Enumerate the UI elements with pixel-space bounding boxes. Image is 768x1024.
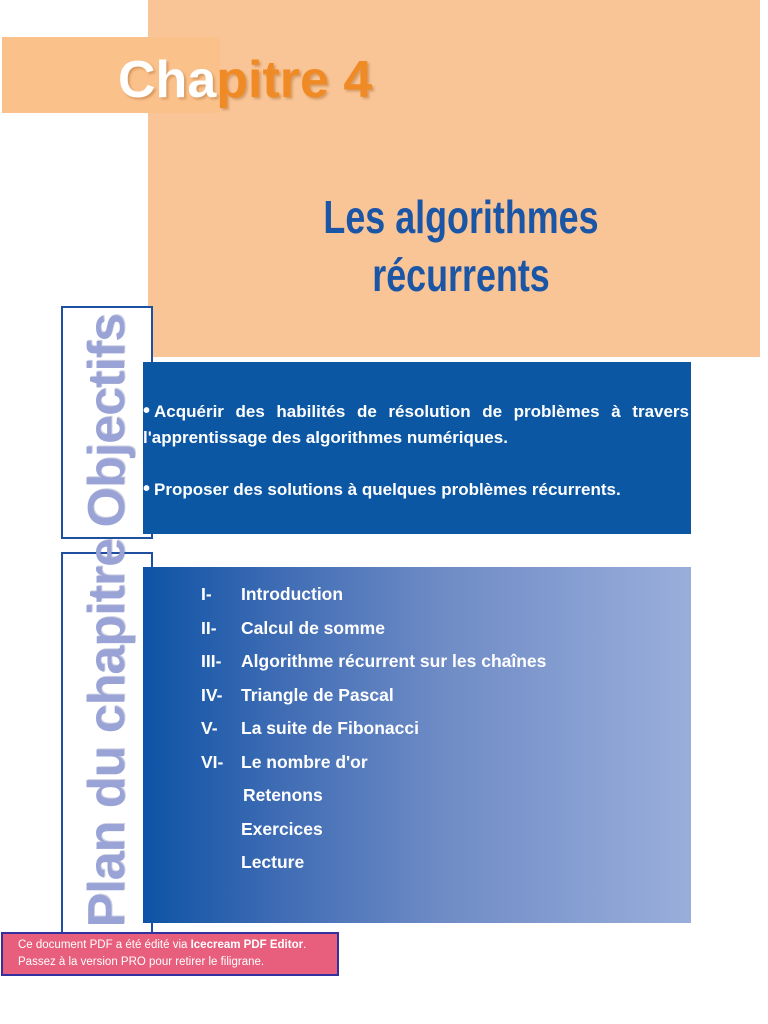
page-title: [217, 188, 705, 304]
plan-item: [201, 647, 546, 681]
objective-item: [143, 476, 689, 503]
plan-item: [201, 580, 546, 614]
plan-item-number: I-: [201, 584, 212, 604]
plan-item: [201, 714, 546, 748]
chapter-plan-list: [201, 580, 546, 882]
page-title-line1: Les algorithmes: [323, 191, 599, 243]
plan-label: Plan du chapitre: [78, 539, 136, 928]
watermark-line2: Passez à la version PRO pour retirer le filigrane.: [18, 956, 265, 968]
plan-item: [201, 815, 546, 849]
plan-item-number: IV-: [201, 684, 223, 705]
plan-item-label: Lecture: [241, 852, 305, 872]
plan-item: [201, 614, 546, 648]
plan-item-label: Le nombre d'or: [241, 751, 368, 772]
bullet-icon: •: [143, 400, 151, 422]
bullet-icon: •: [143, 478, 151, 500]
plan-item-label: Retenons: [243, 785, 323, 805]
plan-item-label: Exercices: [241, 818, 323, 839]
objective-text-1: Acquérir des habilités de résolution de problèmes à travers l'apprentissage des algorithmes numériques.: [143, 402, 689, 447]
watermark-banner[interactable]: [1, 932, 339, 976]
page-title-line2: récurrents: [372, 249, 550, 301]
plan-item-label: La suite de Fibonacci: [241, 718, 419, 738]
plan-item-number: VI-: [201, 751, 224, 772]
objectifs-side-panel: [61, 306, 153, 539]
plan-item-number: II-: [201, 617, 217, 638]
watermark-line1: Ce document PDF a été édité via Icecream PDF Editor.: [18, 939, 307, 951]
chapter-title: [118, 48, 372, 112]
plan-item-label: Algorithme récurrent sur les chaînes: [241, 651, 547, 671]
plan-item-number: V-: [201, 718, 218, 738]
objective-text-2: Proposer des solutions à quelques problèmes récurrents.: [154, 480, 621, 499]
objectifs-label: Objectifs: [78, 313, 136, 527]
objective-item: [143, 398, 689, 451]
plan-item: [201, 848, 546, 882]
plan-item: [201, 781, 546, 815]
plan-item-label: Calcul de somme: [241, 617, 385, 638]
plan-item-number: III-: [201, 651, 222, 671]
objectives-box: [143, 362, 691, 534]
chapter-title-part2: pitre 4: [216, 51, 373, 109]
watermark-product-name: Icecream PDF Editor: [190, 939, 304, 951]
plan-item: [201, 748, 546, 782]
plan-item-label: Introduction: [241, 584, 344, 604]
plan-item: [201, 681, 546, 715]
plan-item-label: Triangle de Pascal: [241, 684, 394, 705]
chapter-title-part1: Cha: [118, 51, 217, 109]
plan-side-panel: [61, 539, 153, 940]
chapter-plan-box: [143, 567, 691, 923]
